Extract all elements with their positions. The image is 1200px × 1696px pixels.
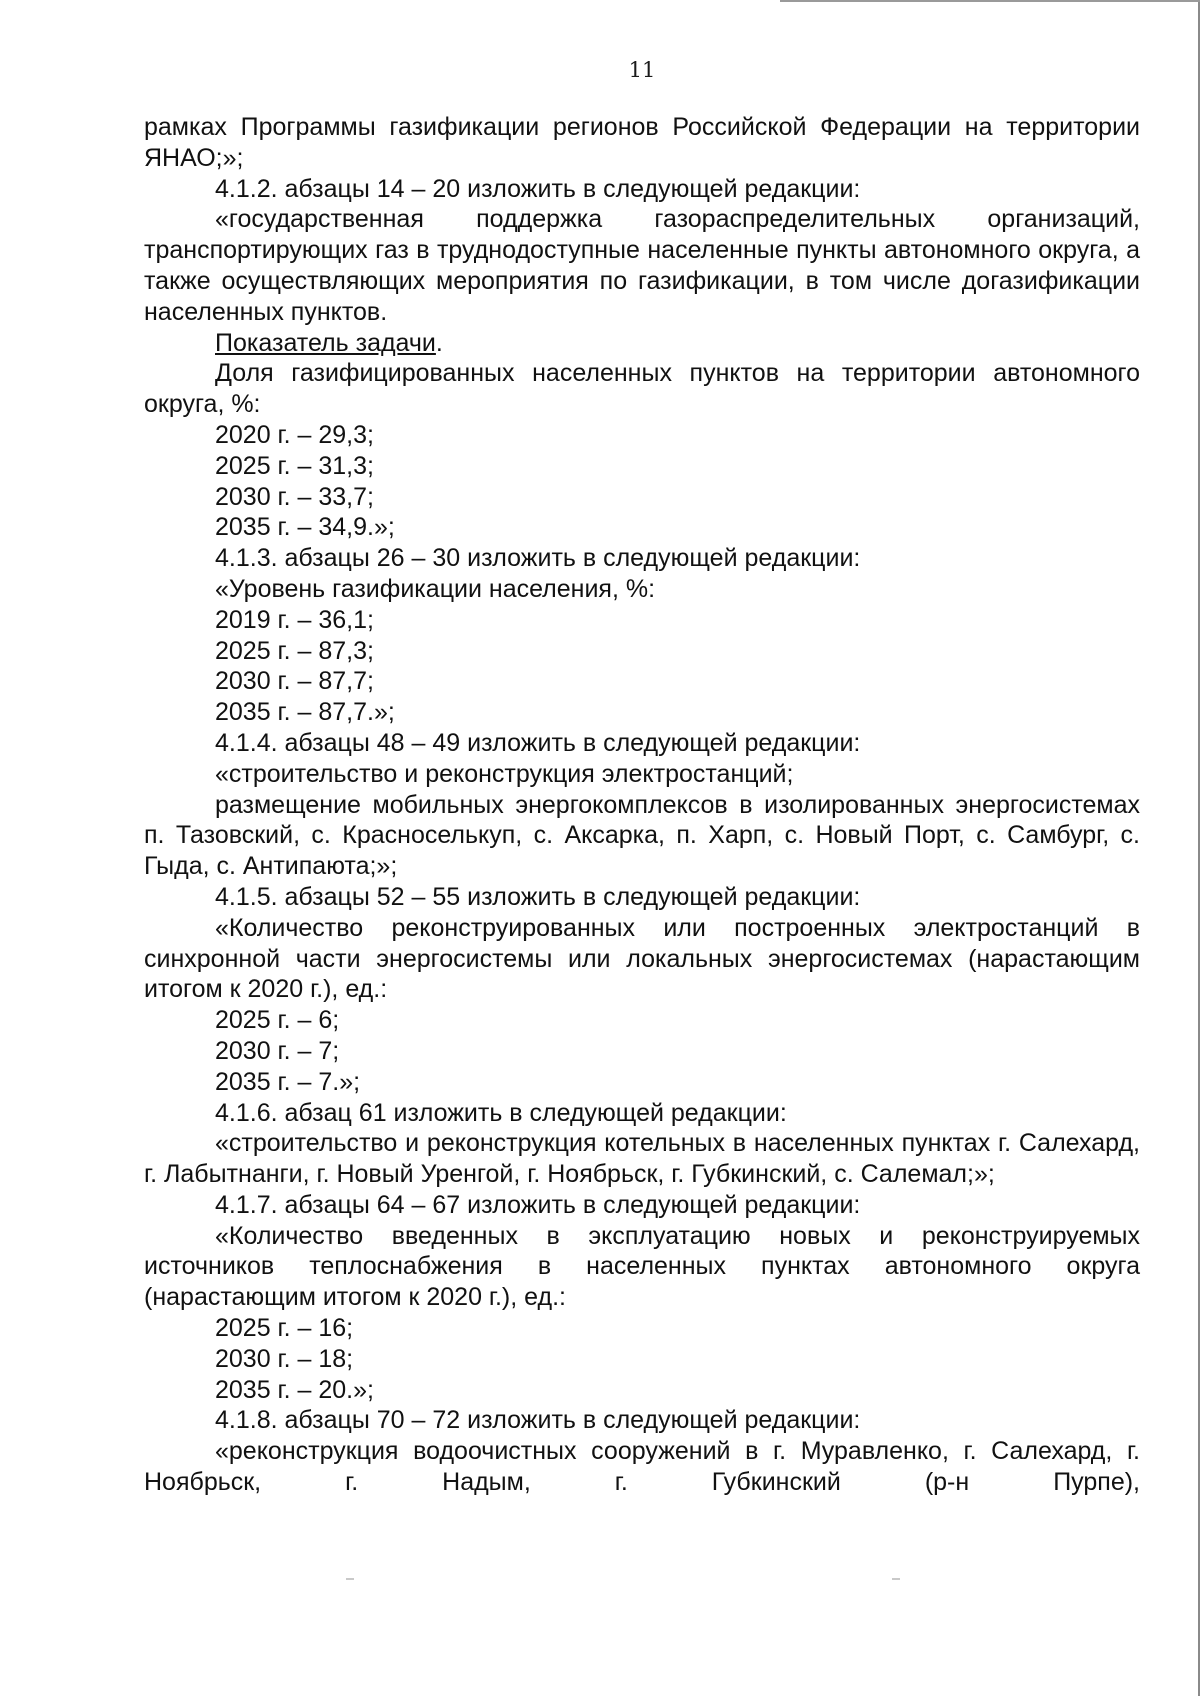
paragraph: 4.1.3. абзацы 26 – 30 изложить в следующей редакции: xyxy=(215,544,861,573)
paragraph: «Количество реконструированных или построенных электростанций в синхронной части энергосистемы или локальных энергосистемах (нарастающим итогом к 2020 г.), ед.: xyxy=(144,913,1140,1004)
paragraph: «государственная поддержка газораспределительных организаций, транспортирующих газ в труднодоступные населенные пункты автономного округа, а также осуществляющих мероприятия по газификации, в том числе догазификации населенных пунктов. xyxy=(144,205,1140,326)
paragraph: 4.1.2. абзацы 14 – 20 изложить в следующей редакции: xyxy=(215,174,861,203)
paragraph: размещение мобильных энергокомплексов в изолированных энергосистемах п. Тазовский, с. Красноселькуп, с. Аксарка, п. Харп, с. Новый Порт, с. Самбург, с. Гыда, с. Антипаюта;»; xyxy=(144,790,1140,881)
list-item: 2025 г. – 31,3; xyxy=(215,451,374,480)
list-item: 2030 г. – 87,7; xyxy=(215,667,374,696)
task-indicator-paragraph xyxy=(144,328,1140,359)
list-item: 2020 г. – 29,3; xyxy=(215,420,374,449)
paragraph: 4.1.5. абзацы 52 – 55 изложить в следующей редакции: xyxy=(215,882,861,911)
paragraph: «Уровень газификации населения, %: xyxy=(215,574,656,603)
paragraph: «реконструкция водоочистных сооружений в г. Муравленко, г. Салехард, г. Ноябрьск, г. Надым, г. Губкинский (р-н Пурпе), xyxy=(144,1437,1140,1497)
scan-artifact xyxy=(892,1578,900,1580)
paragraph: «строительство и реконструкция котельных в населенных пунктах г. Салехард, г. Лабытнанги, г. Новый Уренгой, г. Ноябрьск, г. Губкинский, с. Салемал;»; xyxy=(144,1129,1140,1189)
list-item: 2025 г. – 16; xyxy=(215,1314,354,1343)
task-indicator-suffix: . xyxy=(435,328,443,357)
page-number: 11 xyxy=(628,58,656,82)
list-item: 2025 г. – 6; xyxy=(215,1006,340,1035)
paragraph: 4.1.8. абзацы 70 – 72 изложить в следующей редакции: xyxy=(215,1406,861,1435)
task-indicator-heading: Показатель задачи xyxy=(215,328,436,357)
paragraph: «Количество введенных в эксплуатацию новых и реконструируемых источников теплоснабжения в населенных пунктах автономного округа (нарастающим итогом к 2020 г.), ед.: xyxy=(144,1221,1140,1312)
list-item: 2035 г. – 7.»; xyxy=(215,1067,361,1096)
list-item: 2030 г. – 33,7; xyxy=(215,482,374,511)
paragraph: 4.1.4. абзацы 48 – 49 изложить в следующей редакции: xyxy=(215,728,861,757)
list-item: 2035 г. – 87,7.»; xyxy=(215,698,395,727)
list-item: 2030 г. – 18; xyxy=(215,1344,354,1373)
paragraph: «строительство и реконструкция электростанций; xyxy=(215,759,794,788)
document-body xyxy=(144,112,1140,1498)
list-item: 2030 г. – 7; xyxy=(215,1036,340,1065)
paragraph: Доля газифицированных населенных пунктов на территории автономного округа, %: xyxy=(144,359,1140,419)
scan-top-edge xyxy=(780,0,1200,2)
list-item: 2035 г. – 20.»; xyxy=(215,1375,374,1404)
paragraph: рамках Программы газификации регионов Российской Федерации на территории ЯНАО;»; xyxy=(144,113,1140,172)
paragraph: 4.1.6. абзац 61 изложить в следующей редакции: xyxy=(215,1098,787,1127)
scan-artifact xyxy=(346,1578,354,1580)
paragraph: 4.1.7. абзацы 64 – 67 изложить в следующей редакции: xyxy=(215,1190,861,1219)
list-item: 2025 г. – 87,3; xyxy=(215,636,374,665)
list-item: 2035 г. – 34,9.»; xyxy=(215,513,395,542)
list-item: 2019 г. – 36,1; xyxy=(215,605,374,634)
